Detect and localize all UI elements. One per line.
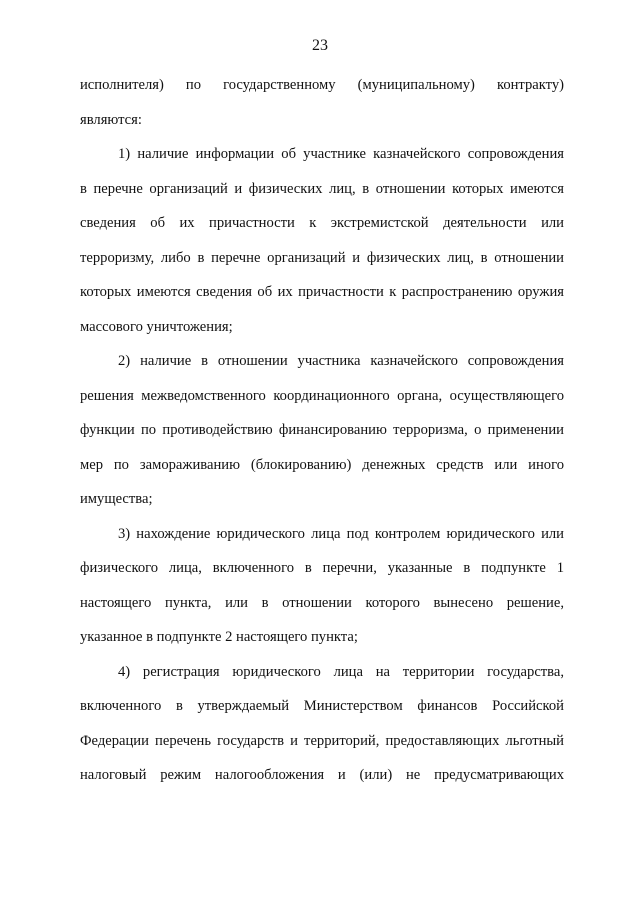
paragraph-item-2: [80, 344, 564, 517]
paragraph-intro: [80, 68, 564, 137]
page-number: 23: [312, 37, 328, 54]
text-line: функции по противодействию финансированию терроризма, о применении: [80, 422, 564, 438]
text-line: исполнителя) по государственному (муниципальному) контракту): [80, 77, 564, 93]
text-line: терроризму, либо в перечне организаций и физических лиц, в отношении: [80, 249, 564, 266]
text-line: которых имеются сведения об их причастности к распространению оружия: [80, 284, 564, 300]
text-line: массового уничтожения;: [80, 318, 233, 335]
paragraph-item-1: [80, 137, 564, 344]
document-body: [80, 68, 564, 793]
text-line: Федерации перечень государств и территорий, предоставляющих льготный: [80, 732, 564, 749]
text-line: 4) регистрация юридического лица на территории государства,: [118, 663, 564, 680]
text-line: являются:: [80, 111, 142, 128]
text-line: сведения об их причастности к экстремистской деятельности или: [80, 215, 564, 231]
text-line: мер по замораживанию (блокированию) денежных средств или иного: [80, 456, 564, 473]
text-line: налоговый режим налогообложения и (или) не предусматривающих: [80, 767, 564, 783]
text-line: решения межведомственного координационного органа, осуществляющего: [80, 387, 564, 404]
text-line: 3) нахождение юридического лица под контролем юридического или: [118, 525, 564, 542]
paragraph-item-3: [80, 517, 564, 655]
paragraph-item-4: [80, 655, 564, 793]
text-line: указанное в подпункте 2 настоящего пункта;: [80, 629, 358, 645]
text-line: 2) наличие в отношении участника казначейского сопровождения: [118, 353, 564, 369]
text-line: имущества;: [80, 491, 153, 507]
text-line: включенного в утверждаемый Министерством финансов Российской: [80, 698, 564, 714]
text-line: 1) наличие информации об участнике казначейского сопровождения: [118, 146, 564, 162]
text-line: в перечне организаций и физических лиц, в отношении которых имеются: [80, 180, 564, 197]
text-line: настоящего пункта, или в отношении которого вынесено решение,: [80, 594, 564, 611]
text-line: физического лица, включенного в перечни, указанные в подпункте 1: [80, 560, 564, 576]
